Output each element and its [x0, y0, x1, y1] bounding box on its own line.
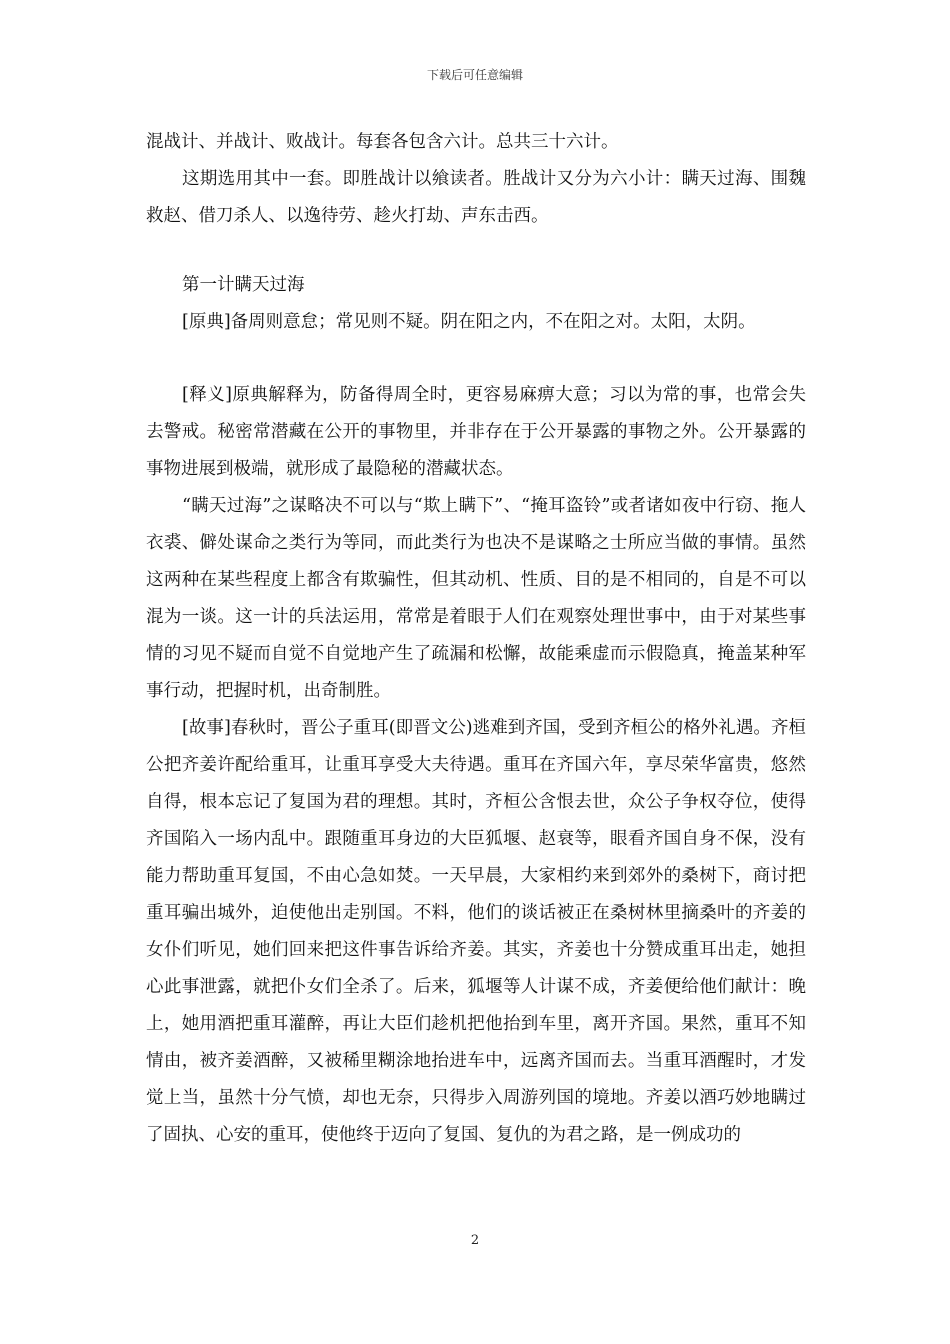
spacer [146, 341, 806, 377]
paragraph-original-text: [原典]备周则意怠；常见则不疑。阴在阳之内，不在阳之对。太阳，太阴。 [182, 312, 756, 332]
paragraph-strategy-sets: 混战计、并战计、败战计。每套各包含六计。总共三十六计。 [146, 132, 619, 152]
page-header: 下载后可任意编辑 [426, 68, 523, 82]
paragraph-analysis: “瞒天过海”之谋略决不可以与“欺上瞒下”、“掩耳盗铃”或者诸如夜中行窃、拖人衣裘、僻处谋命之类行为等同，而此类行为也决不是谋略之士所应当做的事情。虽然这两种在某些程度上都含有欺骗性，但其动机、性质、目的是不相同的，自是不可以混为一谈。这一计的兵法运用，常常是着眼于人们在观察处理世事中，由于对某些事情的习见不疑而自觉不自觉地产生了疏漏和松懈，故能乘虚而示假隐真，掩盖某种军事行动，把握时机，出奇制胜。 [146, 496, 806, 701]
paragraph-explanation: [释义]原典解释为，防备得周全时，更容易麻痹大意；习以为常的事，也常会失去警戒。秘密常潜藏在公开的事物里，并非存在于公开暴露的事物之外。公开暴露的事物进展到极端，就形成了最隐秘的潜藏状态。 [146, 385, 806, 479]
section-title: 第一计瞒天过海 [182, 275, 305, 295]
document-body [146, 124, 806, 1154]
paragraph-story: [故事]春秋时，晋公子重耳(即晋文公)逃难到齐国，受到齐桓公的格外礼遇。齐桓公把齐姜许配给重耳，让重耳享受大夫待遇。重耳在齐国六年，享尽荣华富贵，悠然自得，根本忘记了复国为君的理想。其时，齐桓公含恨去世，众公子争权夺位，使得齐国陷入一场内乱中。跟随重耳身边的大臣狐堰、赵衰等，眼看齐国自身不保，没有能力帮助重耳复国，不由心急如焚。一天早晨，大家相约来到郊外的桑树下，商讨把重耳骗出城外，迫使他出走别国。不料，他们的谈话被正在桑树林里摘桑叶的齐姜的女仆们听见，她们回来把这件事告诉给齐姜。其实，齐姜也十分赞成重耳出走，她担心此事泄露，就把仆女们全杀了。后来，狐堰等人计谋不成，齐姜便给他们献计：晚上，她用酒把重耳灌醉，再让大臣们趁机把他抬到车里，离开齐国。果然，重耳不知情由，被齐姜酒醉，又被稀里糊涂地抬进车中，远离齐国而去。当重耳酒醒时，才发觉上当，虽然十分气愤，却也无奈，只得步入周游列国的境地。齐姜以酒巧妙地瞒过了固执、心安的重耳，使他终于迈向了复国、复仇的为君之路，是一例成功的 [146, 718, 806, 1145]
spacer [146, 235, 806, 267]
page-number: 2 [470, 1233, 480, 1248]
paragraph-intro: 这期选用其中一套。即胜战计以飨读者。胜战计又分为六小计：瞒天过海、围魏救赵、借刀杀人、以逸待劳、趁火打劫、声东击西。 [146, 169, 806, 226]
